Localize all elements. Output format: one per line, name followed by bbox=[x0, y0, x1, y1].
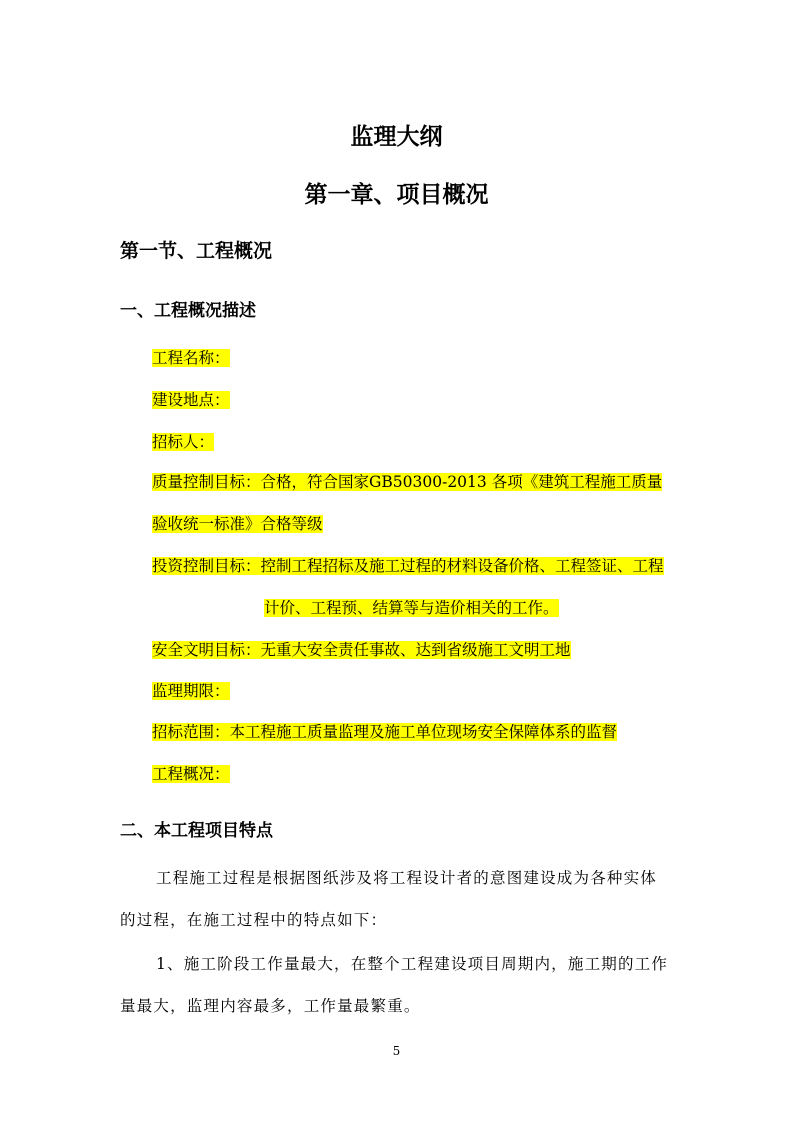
paragraph-2-line1: 1、施工阶段工作量最大，在整个工程建设项目周期内，施工期的工作 bbox=[156, 955, 669, 973]
section-heading: 第一节、工程概况 bbox=[120, 240, 273, 262]
page-number: 5 bbox=[392, 1044, 401, 1058]
field-tenderer: 招标人： bbox=[152, 433, 215, 451]
field-investment-goal-line1: 投资控制目标：控制工程招标及施工过程的材料设备价格、工程签证、工程 bbox=[152, 557, 664, 575]
field-supervision-period: 监理期限： bbox=[152, 682, 230, 700]
field-quality-goal-line1: 质量控制目标：合格，符合国家GB50300-2013 各项《建筑工程施工质量 bbox=[152, 473, 663, 491]
paragraph-1-line1: 工程施工过程是根据图纸涉及将工程设计者的意图建设成为各种实体 bbox=[156, 869, 658, 887]
subsection-heading-1: 一、工程概况描述 bbox=[120, 301, 256, 321]
field-project-overview: 工程概况： bbox=[152, 765, 230, 783]
field-tender-scope: 招标范围：本工程施工质量监理及施工单位现场安全保障体系的监督 bbox=[152, 723, 618, 741]
chapter-heading: 第一章、项目概况 bbox=[304, 182, 489, 208]
field-quality-goal-line2: 验收统一标准》合格等级 bbox=[152, 515, 323, 533]
paragraph-2-line2: 量最大，监理内容最多，工作量最繁重。 bbox=[120, 997, 421, 1015]
document-title: 监理大纲 bbox=[350, 124, 443, 150]
field-project-name: 工程名称： bbox=[152, 349, 230, 367]
subsection-heading-2: 二、本工程项目特点 bbox=[120, 821, 273, 841]
field-safety-goal: 安全文明目标：无重大安全责任事故、达到省级施工文明工地 bbox=[152, 641, 571, 659]
field-investment-goal-line2: 计价、工程预、结算等与造价相关的工作。 bbox=[264, 599, 559, 617]
paragraph-1-line2: 的过程，在施工过程中的特点如下： bbox=[120, 911, 388, 929]
field-location: 建设地点： bbox=[152, 391, 230, 409]
